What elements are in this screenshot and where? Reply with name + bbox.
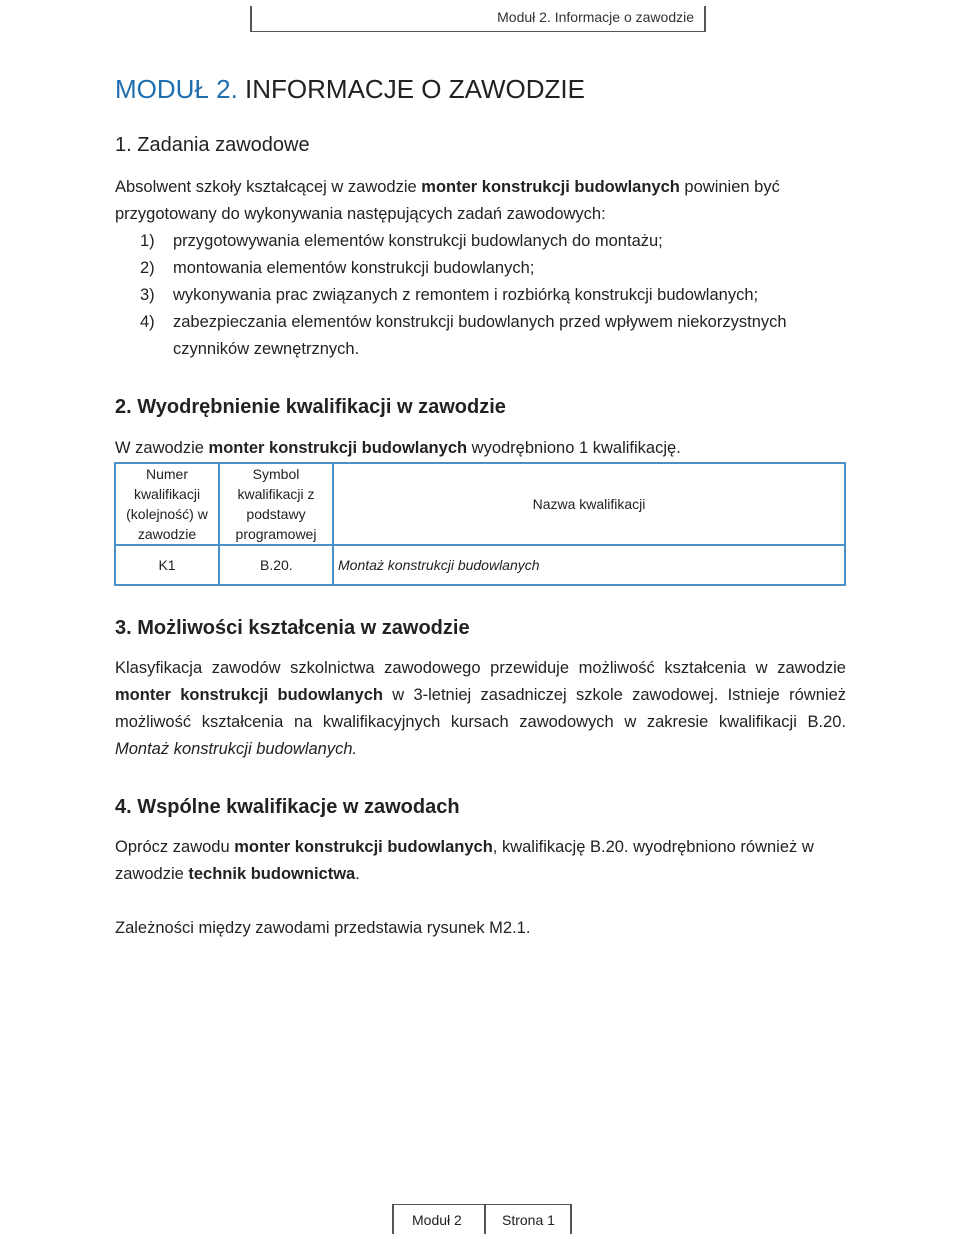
header-qualification-number: Numer kwalifikacji (kolejność) w zawodzie <box>115 463 219 545</box>
section-3-heading: 3. Możliwości kształcenia w zawodzie <box>115 617 470 639</box>
list-item: 1) przygotowywania elementów konstrukcji budowlanych do montażu; <box>140 232 663 250</box>
footer-divider <box>484 1205 486 1234</box>
section-1-intro <box>115 174 846 228</box>
page-header <box>250 6 706 32</box>
running-title: Moduł 2. Informacje o zawodzie <box>497 9 694 25</box>
qualifications-table <box>114 462 846 586</box>
list-item: 2) montowania elementów konstrukcji budowlanych; <box>140 259 535 277</box>
footer-page-number: Strona 1 <box>502 1212 555 1228</box>
cell-name: Montaż konstrukcji budowlanych <box>333 545 845 585</box>
section-4-heading: 4. Wspólne kwalifikacje w zawodach <box>115 796 460 818</box>
table-row <box>115 545 845 585</box>
task-list <box>115 228 846 363</box>
section-4-paragraph: Oprócz zawodu monter konstrukcji budowlanych, kwalifikację B.20. wyodrębniono również w zawodzie technik budownictwa. <box>115 838 814 883</box>
section-2-intro: W zawodzie monter konstrukcji budowlanych wyodrębniono 1 kwalifikację. <box>115 439 681 457</box>
section-1-heading: 1. Zadania zawodowe <box>115 134 310 156</box>
page-footer <box>392 1204 572 1234</box>
table-header-row <box>115 463 845 545</box>
page-title <box>115 74 585 105</box>
figure-reference-note: Zależności między zawodami przedstawia rysunek M2.1. <box>115 919 531 937</box>
cell-number: K1 <box>115 545 219 585</box>
title-module-number: MODUŁ 2. <box>115 74 238 104</box>
list-item: 4) zabezpieczania elementów konstrukcji budowlanych przed wpływem niekorzystnych czynników zewnętrznych. <box>140 313 787 358</box>
header-qualification-symbol: Symbol kwalifikacji z podstawy programowej <box>219 463 333 545</box>
title-text: INFORMACJE O ZAWODZIE <box>245 74 585 104</box>
intro-text-b: powinien być przygotowany do wykonywania następujących zadań zawodowych: <box>115 178 780 223</box>
footer-module: Moduł 2 <box>412 1212 462 1228</box>
list-item: 3) wykonywania prac związanych z remontem i rozbiórką konstrukcji budowlanych; <box>140 286 759 304</box>
intro-text-a: Absolwent szkoły kształcącej w zawodzie <box>115 178 422 196</box>
section-2-heading: 2. Wyodrębnienie kwalifikacji w zawodzie <box>115 396 506 418</box>
cell-symbol: B.20. <box>219 545 333 585</box>
section-3-paragraph: Klasyfikacja zawodów szkolnictwa zawodowego przewiduje możliwość kształcenia w zawodzie monter konstrukcji budowlanych w 3-letniej zasadniczej szkole zawodowej. Istnieje również możliwość kształcenia na kwalifikacyjnych kursach zawodowych w zakresie kwalifikacji B.20. Montaż konstrukcji budowlanych. <box>115 659 846 758</box>
header-qualification-name: Nazwa kwalifikacji <box>333 463 845 545</box>
intro-occupation: monter konstrukcji budowlanych <box>421 178 680 196</box>
